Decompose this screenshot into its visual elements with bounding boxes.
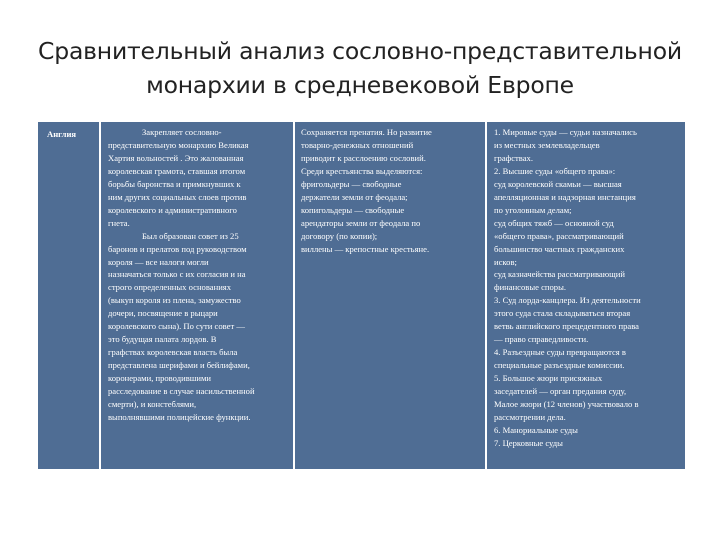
government-text-line: расследование в случае насильственной (108, 386, 255, 397)
government-text-line: королевская грамота, ставшая итогом (108, 165, 246, 176)
courts-text-line: суд общих тяжб — основной суд (494, 217, 614, 228)
courts-text-line: суд казначейства рассматривающий (494, 269, 625, 280)
government-text-line: королевского сына). По сути совет — (108, 321, 245, 332)
courts-text-line: этого суда стала складываться вторая (494, 308, 631, 319)
government-text-line: короля — все налоги могли (108, 256, 209, 267)
government-cell (101, 122, 293, 469)
courts-text-line: 7. Церковные суды (494, 437, 563, 448)
government-text-line: это будущая палата лордов. В (108, 334, 217, 345)
government-text-line: (выкуп короля из плена, замужество (108, 295, 241, 306)
government-text-line: представлена шерифами и бейлифами, (108, 360, 250, 371)
estates-text-line: фригольдеры — свободные (301, 178, 402, 189)
courts-text-line: специальные разъездные комиссии. (494, 360, 625, 371)
courts-text-line: апелляционная и надзорная инстанция (494, 191, 636, 202)
government-text-line: выполнявшими полицейские функции. (108, 411, 251, 422)
estates-text-line: виллены — крепостные крестьяне. (301, 243, 430, 254)
government-text-line: Хартия вольностей . Это жалованная (108, 152, 244, 163)
courts-text-line: 5. Большое жюри присяжных (494, 373, 603, 384)
country-cell (38, 122, 99, 469)
courts-text-line: большинство частных гражданских (494, 243, 625, 254)
government-text-line: гнета. (108, 217, 130, 228)
courts-text-line: рассмотрении дела. (494, 411, 566, 422)
courts-text-line: исков; (494, 256, 517, 267)
government-text-line: баронов и прелатов под руководством (108, 243, 247, 254)
courts-text-line: 4. Разъездные суды превращаются в (494, 347, 626, 358)
courts-text-line: Малое жюри (12 членов) участвовало в (494, 399, 639, 410)
slide-title (20, 34, 700, 102)
courts-text-line: из местных землевладельцев (494, 139, 600, 150)
courts-text-line: 1. Мировые суды — судьи назначались (494, 127, 637, 137)
estates-text-line: держатели земли от феодала; (301, 191, 408, 202)
estates-text-line: арендаторы земли от феодала по (301, 217, 421, 228)
courts-text-line: 3. Суд лорда-канцлера. Из деятельности (494, 295, 641, 306)
government-text-line: смерти), и констеблями, (108, 399, 197, 410)
estates-text-line: копигольдеры — свободные (301, 204, 405, 215)
courts-text-line: «общего права», рассматривающий (494, 230, 624, 241)
comparison-table (38, 122, 685, 469)
estates-text-line: Среди крестьянства выделяются: (301, 165, 423, 176)
government-text-line: дочери, посвящение в рыцари (108, 308, 218, 319)
courts-text-line: заседателей — орган предания суду, (494, 386, 627, 397)
government-text-line: строго определенных основаниях (108, 282, 232, 293)
government-text-line: назначаться только с их согласия и на (108, 269, 246, 280)
courts-text-line: по уголовным делам; (494, 204, 572, 215)
courts-text-line: графствах. (494, 152, 533, 163)
estates-text-line: приводит к расслоению сословий. (301, 152, 426, 163)
government-text-line: представительную монархию Великая (108, 139, 249, 150)
courts-text-line: 6. Манориальные суды (494, 424, 578, 435)
government-text-line: Закрепляет сословно- (142, 127, 222, 137)
courts-cell (487, 122, 685, 469)
courts-text-line: суд королевской скамьи — высшая (494, 178, 622, 189)
estates-text-line: договору (по копии); (301, 230, 378, 241)
courts-text-line: 2. Высшие суды «общего права»: (494, 165, 616, 176)
government-text-line: Был образован совет из 25 (142, 230, 239, 241)
estates-cell (295, 122, 485, 469)
estates-text-line: Сохраняется пренатия. Но развитие (301, 127, 432, 137)
estates-text-line: товарно-денежных отношений (301, 139, 414, 150)
government-text-line: графствах королевская власть была (108, 347, 238, 358)
government-text-line: борьбы баронства и примкнувших к (108, 178, 241, 189)
country-label: Англия (47, 129, 77, 139)
courts-text-line: финансовые споры. (494, 282, 567, 293)
government-text-line: коронерами, проводившими (108, 373, 212, 384)
slide-title-line-2: монархии в средневековой Европе (146, 71, 574, 99)
courts-text-line: — право справедливости. (494, 334, 589, 345)
government-text-line: ним других социальных слоев против (108, 191, 247, 202)
slide-title-line-1: Сравнительный анализ сословно-представительной (38, 37, 682, 65)
government-text-line: королевского и административного (108, 204, 237, 215)
courts-text-line: ветвь английского прецедентного права (494, 321, 639, 332)
